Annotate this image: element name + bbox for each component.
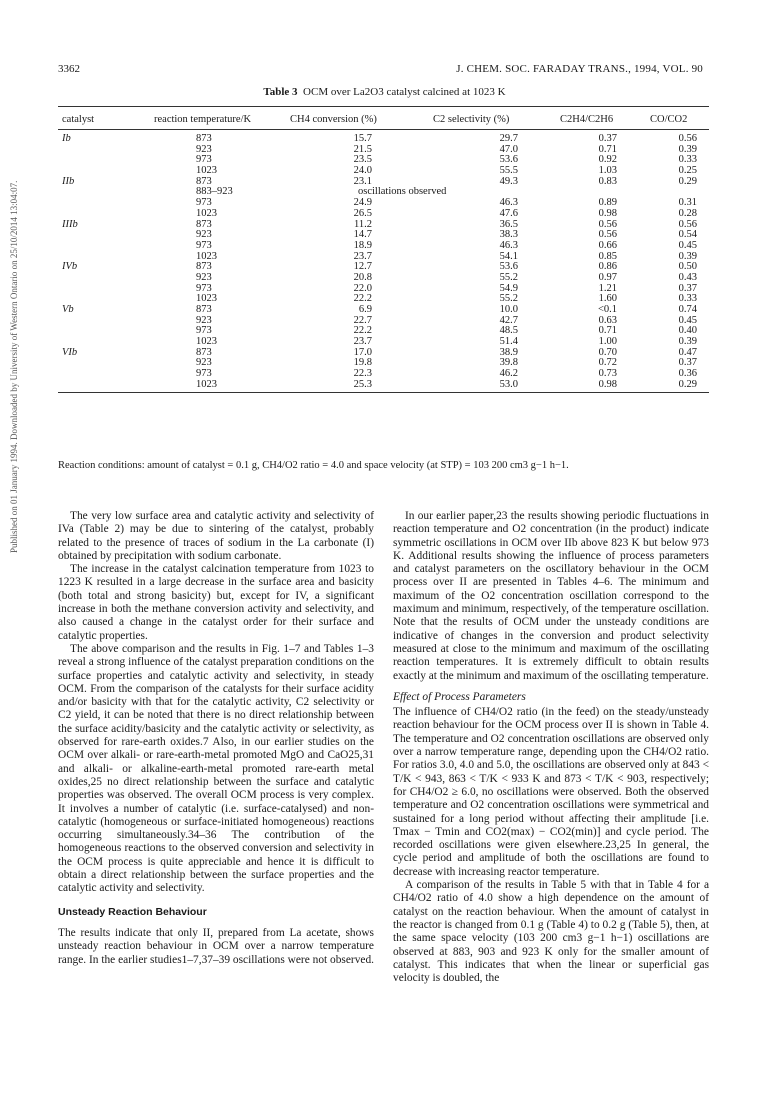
- table-cell: 0.39: [678, 143, 697, 155]
- table-cell: 873: [196, 261, 212, 273]
- table-cell: 23.1: [353, 175, 372, 187]
- table-cell: 0.98: [598, 378, 617, 390]
- table-cell: 1.21: [598, 282, 617, 294]
- table-cell: 0.97: [598, 271, 617, 283]
- table-cell: 0.71: [598, 143, 617, 155]
- table-cell: 0.29: [678, 378, 697, 390]
- header-c2-selectivity: C2 selectivity (%): [433, 114, 510, 125]
- table-cell: 0.37: [678, 282, 697, 294]
- table-cell: 46.3: [499, 197, 518, 209]
- table-cell: 0.83: [598, 175, 617, 187]
- table-cell: 0.63: [598, 314, 617, 326]
- table-cell: 36.5: [499, 218, 518, 230]
- table-cell: IVb: [62, 261, 78, 273]
- table-cell: 973: [196, 239, 212, 251]
- table-cell: 1023: [196, 336, 217, 348]
- table-cell: 0.29: [678, 175, 697, 187]
- header-catalyst: catalyst: [62, 114, 95, 125]
- table-cell: 0.40: [678, 325, 697, 337]
- table-cell: 54.1: [499, 250, 518, 262]
- table-title: OCM over La2O3 catalyst calcined at 1023 K: [303, 86, 506, 98]
- table-top-rule: [58, 106, 709, 107]
- table-cell: 0.28: [678, 207, 697, 219]
- table-cell: 22.3: [353, 368, 372, 380]
- table-cell: 22.7: [353, 314, 372, 326]
- table-cell: 55.2: [499, 271, 518, 283]
- table-cell: 0.45: [678, 239, 697, 251]
- table-cell: 0.86: [598, 261, 617, 273]
- table-cell: 53.6: [499, 154, 518, 166]
- table-cell: 0.47: [678, 346, 697, 358]
- table-cell: 923: [196, 271, 212, 283]
- table-cell: 20.8: [353, 271, 372, 283]
- subsection-heading: Effect of Process Parameters: [393, 690, 526, 703]
- table-cell: 38.3: [499, 229, 518, 241]
- header-ch4-conversion: CH4 conversion (%): [290, 114, 377, 125]
- paragraph: The increase in the catalyst calcination temperature from 1023 to 1223 K resulted in a large decrease in the surface area and basicity (both total and strong basicity) but, except for IV, a significant increase in both the methane conversion activity and selectivity, and also caused a change in the catalyst order for their surface and catalytic properties.: [58, 563, 374, 642]
- table-cell: 0.74: [678, 304, 697, 315]
- table-cell: 923: [196, 229, 212, 241]
- table-cell: 0.36: [678, 368, 697, 380]
- table-cell: 23.5: [353, 154, 372, 166]
- table-cell: 0.33: [678, 293, 697, 305]
- paragraph: The very low surface area and catalytic activity and selectivity of IVa (Table 2) may be due to sintering of the catalyst, probably related to the presence of traces of sodium in the La carbonate (I) obtained by precipitation with sodium carbonate.: [58, 510, 374, 562]
- table-cell: 973: [196, 197, 212, 209]
- table-cell: Vb: [62, 304, 74, 315]
- table-cell: 973: [196, 154, 212, 166]
- download-stamp: Published on 01 January 1994. Downloaded by University of Western Ontario on 25/10/2014 13:04:07.: [9, 180, 19, 553]
- table-cell: 1.03: [598, 165, 617, 177]
- table-cell: 873: [196, 218, 212, 230]
- table-cell: 923: [196, 143, 212, 155]
- table-cell: 0.71: [598, 325, 617, 337]
- table-cell: 0.89: [598, 197, 617, 209]
- table-cell: 47.6: [499, 207, 518, 219]
- journal-header: J. CHEM. SOC. FARADAY TRANS., 1994, VOL. 90: [456, 63, 703, 75]
- table-cell: 55.5: [499, 165, 518, 177]
- table-cell: 0.85: [598, 250, 617, 262]
- table-cell: 12.7: [353, 261, 372, 273]
- table-cell: 973: [196, 368, 212, 380]
- table-cell: 923: [196, 314, 212, 326]
- table-cell: 23.7: [353, 250, 372, 262]
- table-cell: Ib: [62, 133, 71, 144]
- table-cell: 0.56: [598, 229, 617, 241]
- table-header-rule: [58, 129, 709, 130]
- table-cell: 873: [196, 133, 212, 144]
- table-cell: 21.5: [353, 143, 372, 155]
- table-cell: 0.39: [678, 250, 697, 262]
- table-cell: 55.2: [499, 293, 518, 305]
- table-cell: 11.2: [354, 218, 372, 230]
- table-cell: 873: [196, 304, 212, 315]
- table-cell: 973: [196, 325, 212, 337]
- table-cell: 1023: [196, 165, 217, 177]
- table-cell: 0.43: [678, 271, 697, 283]
- table-cell: 0.66: [598, 239, 617, 251]
- table-cell: 46.2: [499, 368, 518, 380]
- table-cell: 1.60: [598, 293, 617, 305]
- header-ethylene-ethane: C2H4/C2H6: [560, 114, 614, 125]
- table-cell: 0.39: [678, 336, 697, 348]
- table-bottom-rule: [58, 392, 709, 393]
- table-cell: 22.2: [353, 325, 372, 337]
- table-cell: <0.1: [597, 304, 617, 315]
- table-cell: 0.50: [678, 261, 697, 273]
- table-cell: 18.9: [353, 239, 372, 251]
- table-cell: IIb: [62, 175, 75, 187]
- table-cell: 26.5: [353, 207, 372, 219]
- table-cell: 873: [196, 346, 212, 358]
- table-cell: IIIb: [62, 218, 78, 230]
- paragraph: The results indicate that only II, prepared from La acetate, shows unsteady reaction behaviour in OCM over a narrow temperature range. In the earlier studies1–7,37–39 oscillations were not observed.: [58, 926, 375, 966]
- table-cell: 22.2: [353, 293, 372, 305]
- table-body: [58, 134, 709, 391]
- table-cell: 0.45: [678, 314, 697, 326]
- table-cell: 42.7: [499, 314, 518, 326]
- table-cell: 1023: [196, 250, 217, 262]
- oscillations-note: oscillations observed: [358, 186, 447, 198]
- table-cell: 0.98: [598, 207, 617, 219]
- table-cell: 883–923: [196, 186, 233, 198]
- table-cell: 1023: [196, 293, 217, 305]
- paragraph: The above comparison and the results in Fig. 1–7 and Tables 1–3 reveal a strong influence of the catalyst preparation conditions on the surface properties and catalytic activity and selectivity, in steady OCM. From the comparison of the catalysts for their surface acidity and/or basicity with that for the catalytic activity, C2 selectivity or C2 yield, it can be noted that there is no direct relationship between the surface acidity/basicity and the catalytic activity or selectivity, as observed for rare-earth oxides.7 Also, in our earlier studies on the OCM over alkali- or rare-earth-metal promoted MgO and CaO25,31 and alkali- or alkaline-earth-metal promoted rare-earth metal oxides,25 no direct relationship between the surface and catalytic properties was observed. The overall OCM process is very complex. It involves a number of catalytic (i.e. surface-catalysed) and non-catalytic (homogeneous or surface-initiated homogeneous) reactions occurring simultaneously.34–36 The contribution of the homogeneous reactions to the observed conversion and selectivity in the OCM process is quite appreciable and hence it is difficult to obtain a direct relationship between the surface properties and the catalytic activity and selectivity.: [58, 642, 374, 895]
- table-cell: 22.0: [353, 282, 372, 294]
- table-cell: 0.56: [678, 133, 697, 144]
- table-cell: 0.54: [678, 229, 697, 241]
- table-cell: 0.92: [598, 154, 617, 166]
- table-row: [58, 241, 709, 252]
- paragraph: The influence of CH4/O2 ratio (in the feed) on the steady/unsteady reaction behaviour for the OCM process over II is shown in Table 4. The temperature and O2 concentration oscillations are observed only over a narrow temperature range, depending upon the CH4/O2 ratio. For ratios 3.0, 4.0 and 5.0, the oscillations are observed only at 843 < T/K < 943, 863 < T/K < 933 K and 873 < T/K < 903, respectively; for CH4/O2 ≥ 6.0, no oscillations were observed. Both the observed temperature and O2 concentration oscillations were symmetrical and sustained for a long period without affecting their amplitude [i.e. Tmax − Tmin and CO2(max) − CO2(min)] and cycle period. The recorded oscillations were given elsewhere.23,25 In general, the cycle period and amplitude of both the oscillations are found to decrease with increasing reactor temperature.: [393, 706, 709, 878]
- right-column: [393, 510, 709, 985]
- table-cell: 53.0: [499, 378, 518, 390]
- table-header-row: [58, 110, 709, 128]
- table-caption: [0, 86, 769, 98]
- table-row: [58, 380, 709, 391]
- header-temperature: reaction temperature/K: [154, 114, 252, 125]
- table-cell: 923: [196, 357, 212, 369]
- table-cell: 23.7: [353, 336, 372, 348]
- table-cell: 14.7: [353, 229, 372, 241]
- table-cell: 51.4: [499, 336, 518, 348]
- table-cell: 1023: [196, 207, 217, 219]
- table-cell: 0.56: [678, 218, 697, 230]
- paragraph: In our earlier paper,23 the results showing periodic fluctuations in reaction temperature and O2 concentration (in the product) indicate symmetric oscillations in OCM over IIb above 823 K but below 973 K. Additional results showing the influence of process parameters and catalyst parameters on the oscillatory behaviour in the OCM process over II are presented in Tables 4–6. The minimum and maximum of the O2 concentration oscillation correspond to the maximum and minimum, respectively, of the temperature oscillation. Note that the results of OCM under the unsteady conditions are indicative of changes in the conversion and product selectivity measured at close to the minimum and maximum of the oscillating reaction temperatures. It is extremely difficult to obtain results exactly at the minimum and maximum of the oscillating temperature.: [393, 510, 709, 682]
- table-row: [58, 209, 709, 220]
- table-cell: 0.72: [598, 357, 617, 369]
- table-footnote: Reaction conditions: amount of catalyst = 0.1 g, CH4/O2 ratio = 4.0 and space velocity (at STP) = 103 200 cm3 g−1 h−1.: [58, 460, 569, 471]
- header-co-co2: CO/CO2: [650, 114, 688, 125]
- table-cell: 47.0: [499, 143, 518, 155]
- table-cell: 29.7: [499, 133, 518, 144]
- table-cell: 0.37: [598, 133, 617, 144]
- table-cell: 973: [196, 282, 212, 294]
- table-cell: 49.3: [499, 175, 518, 187]
- table-cell: 0.25: [678, 165, 697, 177]
- table-cell: 17.0: [353, 346, 372, 358]
- table-cell: 0.56: [598, 218, 617, 230]
- table-cell: VIb: [62, 346, 78, 358]
- table-cell: 0.37: [678, 357, 697, 369]
- table-cell: 25.3: [353, 378, 372, 390]
- table-label: Table 3: [263, 86, 298, 98]
- left-column: [58, 510, 374, 967]
- table-cell: 15.7: [353, 133, 372, 144]
- table-cell: 38.9: [499, 346, 518, 358]
- table-cell: 0.33: [678, 154, 697, 166]
- table-cell: 0.70: [598, 346, 617, 358]
- table-cell: 19.8: [353, 357, 372, 369]
- table-cell: 1.00: [598, 336, 617, 348]
- page-number: 3362: [58, 63, 80, 75]
- table-cell: 46.3: [499, 239, 518, 251]
- table-cell: 24.0: [353, 165, 372, 177]
- table-cell: 1023: [196, 378, 217, 390]
- table-cell: 39.8: [499, 357, 518, 369]
- table-cell: 54.9: [499, 282, 518, 294]
- table-cell: 873: [196, 175, 212, 187]
- table-cell: 24.9: [353, 197, 372, 209]
- table-cell: 0.31: [678, 197, 697, 209]
- table-cell: 10.0: [499, 304, 518, 315]
- table-cell: 53.6: [499, 261, 518, 273]
- paragraph: A comparison of the results in Table 5 with that in Table 4 for a CH4/O2 ratio of 4.0 show a high dependence on the amount of catalyst on the reaction behaviour. When the amount of catalyst in the reactor is changed from 0.1 g (Table 4) to 0.2 g (Table 5), then, at the same space velocity (103 200 cm3 g−1 h−1) oscillations are observed at 883, 903 and 923 K only for the smaller amount of catalyst. This indicates that when the linear or superficial gas velocity is doubled, the: [393, 879, 709, 985]
- section-heading: Unsteady Reaction Behaviour: [58, 905, 207, 918]
- table-cell: 48.5: [499, 325, 518, 337]
- table-cell: 6.9: [358, 304, 372, 315]
- table-cell: 0.73: [598, 368, 617, 380]
